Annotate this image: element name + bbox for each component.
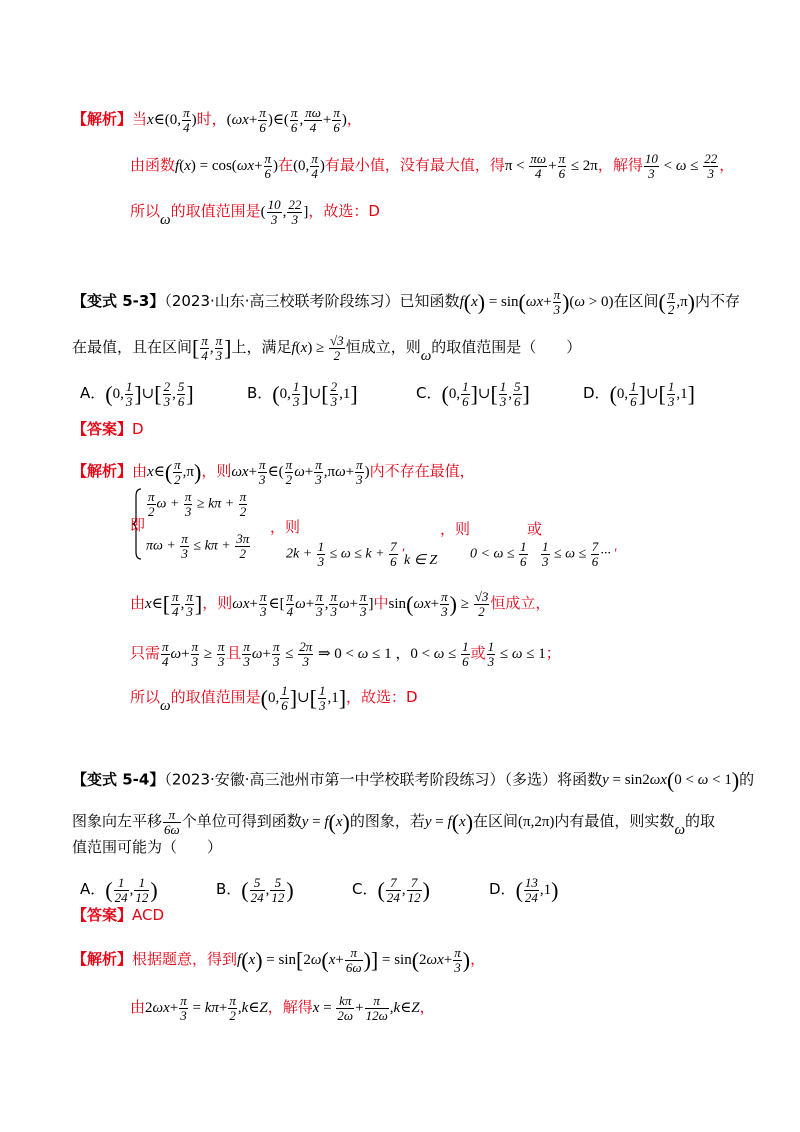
math-omega: ω xyxy=(420,347,432,364)
text-segment: ，则 xyxy=(201,461,232,480)
text-segment: C． xyxy=(416,383,442,402)
q54-solution-1: 【解析】根据题意，得到f(x) = sin[2ω(x+ $\frac{\pi}{6\omega}$ )] = sin(2ωx+ $\frac{\pi}{3}$ )， xyxy=(72,945,486,975)
text-segment: A． xyxy=(80,383,106,402)
text-segment: 只需 xyxy=(130,643,161,662)
math-segment: x = $\frac{k\pi}{2\omega}$ + $\frac{\pi}{12\omega}$ ,k∈Z xyxy=(312,993,420,1023)
math-segment: (0, $\frac{1}{6}$ ]∪[ $\frac{1}{3}$ ,1] xyxy=(260,683,347,713)
text-segment: ，故选：D xyxy=(346,687,418,706)
system-ineq-1: $\frac{\pi}{2}$ ω + $\frac{\pi}{3}$ ≥ kπ + $\frac{\pi}{2}$ xyxy=(148,489,247,519)
math-omega: ω xyxy=(160,697,171,714)
text-segment: ，则 xyxy=(270,518,301,536)
math-segment: $\frac{\pi}{6\omega}$ xyxy=(164,807,180,837)
math-segment: (π,2π) xyxy=(518,813,555,830)
text-segment: 在区间 xyxy=(473,811,519,830)
text-segment: ，解得 xyxy=(597,155,643,174)
answer-tag: 【答案】 xyxy=(72,906,133,924)
text-segment: 在最值，且在区间 xyxy=(72,337,193,356)
math-segment: f(x) = sin[2ω(x+ $\frac{\pi}{6\omega}$ )] = sin(2ωx+ $\frac{\pi}{3}$ ) xyxy=(237,945,471,975)
text-segment: 根据题意，得到 xyxy=(132,949,238,968)
text-segment: 内不存 xyxy=(695,291,741,310)
math-answer-interval: ( $\frac{10}{3}$ , $\frac{22}{3}$ ] xyxy=(260,197,309,227)
q54-option-b xyxy=(216,876,294,905)
text-segment: 内有最值，则实数 xyxy=(554,811,675,830)
text-segment: 所以 xyxy=(130,687,161,706)
analysis-tag: 【解析】 xyxy=(72,109,133,128)
math-omega-range: $\frac{10}{3}$ < ω ≤ $\frac{22}{3}$ xyxy=(644,151,718,181)
text-segment: （多选） xyxy=(504,770,558,789)
text-segment: 或 xyxy=(527,520,543,538)
text-segment: 时， xyxy=(196,109,227,128)
text-segment: 中 xyxy=(373,593,389,612)
text-segment: 由 xyxy=(132,461,148,480)
answer-tag: 【答案】 xyxy=(72,420,133,438)
problem-label: 【变式 5-4】 xyxy=(72,770,165,789)
math-option-c: (0, $\frac{1}{6}$ ]∪[ $\frac{1}{3}$ , $\frac{5}{6}$ ] xyxy=(441,379,530,409)
text-segment: 的取值范围是 xyxy=(170,687,261,706)
math-segment: y = f(x) xyxy=(301,809,350,835)
text-segment: 即 xyxy=(130,516,146,534)
text-segment: B． xyxy=(247,383,273,402)
answer-value: D xyxy=(132,420,144,438)
text-segment: 有最小值，没有最大值，得 xyxy=(324,155,505,174)
problem-source: （2023·安徽·高三池州市第一中学校联考阶段练习） xyxy=(164,770,505,789)
text-segment: 的取值范围是（ ） xyxy=(431,337,582,356)
problem-label: 【变式 5-3】 xyxy=(72,291,165,310)
text-segment: D． xyxy=(489,879,516,898)
math-interval-pi2-pi: ( $\frac{\pi}{2}$ ,π) xyxy=(658,287,695,317)
q54-line-3 xyxy=(72,840,222,855)
q54-answer xyxy=(72,908,164,923)
math-option-a: ( $\frac{1}{24}$ , $\frac{1}{12}$ ) xyxy=(105,875,158,905)
q54-line-2 xyxy=(72,808,715,837)
q54-line-1 xyxy=(72,770,754,792)
math-option-b: (0, $\frac{1}{3}$ ]∪[ $\frac{2}{3}$ ,1] xyxy=(272,379,358,409)
text-segment: 将函数 xyxy=(557,770,603,789)
text-segment: 值范围可能为（ ） xyxy=(72,838,223,856)
q54-solution-2: 由2ωx+ $\frac{\pi}{3}$ = kπ+ $\frac{\pi}{2}$ ,k∈Z，解得x = $\frac{k\pi}{2\omega}$ + $\frac{\pi}{12\omega}$ ,k∈Z， xyxy=(130,993,435,1023)
text-segment: ，则 xyxy=(202,593,233,612)
math-segment: $\frac{1}{3}$ ≤ ω ≤ 1 xyxy=(487,639,546,669)
text-segment: 个单位可得到函数 xyxy=(181,811,302,830)
math-interval: (0, $\frac{\pi}{4}$ ) xyxy=(293,151,325,181)
prev-solution-line-1: 【解析】当x∈(0, $\frac{\pi}{4}$ )时，(ωx+ $\frac{\pi}{6}$ )∈( $\frac{\pi}{6}$ , $\frac{\pi\omega}{4}$ + $\frac{\pi}{6}$ )， xyxy=(72,105,362,135)
math-option-d: (0, $\frac{1}{6}$ ]∪[ $\frac{1}{3}$ ,1] xyxy=(609,379,695,409)
math-omega: ω xyxy=(160,211,171,228)
math-ineq: π < $\frac{\pi\omega}{4}$ + $\frac{\pi}{6}$ ≤ 2π xyxy=(504,151,598,181)
text-segment: 或 xyxy=(470,643,486,662)
text-segment: 已知函数 xyxy=(399,291,460,310)
math-segment: ωx+ $\frac{\pi}{3}$ ∈[ $\frac{\pi}{4}$ ω+ $\frac{\pi}{3}$ , $\frac{\pi}{3}$ ω+ $\frac{\pi}{3}$ ] xyxy=(232,589,374,619)
text-segment: 当 xyxy=(132,109,148,128)
math-condition: f(x) ≥ $\frac{√3}{2}$ xyxy=(291,333,344,363)
q54-option-c xyxy=(352,876,430,905)
text-segment: D． xyxy=(583,383,610,402)
analysis-tag: 【解析】 xyxy=(72,949,133,968)
text-segment: 内不存在最值， xyxy=(369,461,475,480)
math-segment: y = f(x) xyxy=(424,809,474,835)
text-segment: 恒成立， xyxy=(490,593,551,612)
math-k-in-z: k ∈ Z xyxy=(404,553,438,568)
math-segment: $\frac{\pi}{4}$ ω+ $\frac{\pi}{3}$ ≥ $\frac{\pi}{3}$ xyxy=(162,639,225,669)
math-option-c: ( $\frac{7}{24}$ , $\frac{7}{12}$ ) xyxy=(377,875,430,905)
q54-option-a xyxy=(80,876,158,905)
prev-solution-line-2: 由函数f(x) = cos(ωx+ $\frac{\pi}{6}$ )在(0, $\frac{\pi}{4}$ )有最小值，没有最大值，得π < $\frac{\pi\omega}{4}$ + $\frac{\pi}{6}$ ≤ 2π，解得 $\frac{10}{3}$ < ω ≤ $\frac{22}{3}$ ， xyxy=(130,151,735,181)
answer-value: ACD xyxy=(132,906,165,924)
text-segment: 的 xyxy=(739,770,755,789)
q54-option-d xyxy=(489,876,558,905)
text-segment: 所以 xyxy=(130,201,161,220)
math-phase-range: (ωx+ $\frac{\pi}{6}$ )∈( $\frac{\pi}{6}$ , $\frac{\pi\omega}{4}$ + $\frac{\pi}{6}$ ) xyxy=(226,105,347,135)
text-segment: 的取 xyxy=(685,811,716,830)
math-segment: x∈( $\frac{\pi}{2}$ ,π) xyxy=(147,457,202,487)
math-fx-sin: f(x) = sin(ωx+ $\frac{\pi}{3}$ )(ω > 0) xyxy=(459,287,614,317)
math-segment: $\frac{\pi}{3}$ ω+ $\frac{\pi}{3}$ ≤ $\frac{2\pi}{3}$ ⇒ 0 < ω ≤ 1 ，0 < ω ≤ $\frac{1}{6}$ xyxy=(243,639,469,669)
q53-solution-4: 只需 $\frac{\pi}{4}$ ω+ $\frac{\pi}{3}$ ≥ $\frac{\pi}{3}$ 且 $\frac{\pi}{3}$ ω+ $\frac{\pi}{3}$ ≤ $\frac{2\pi}{3}$ ⇒ 0 < ω ≤ 1 ，0 < ω ≤ $\frac{1}{6}$ 或 $\frac{1}{3}$ ≤ ω ≤ 1； xyxy=(130,639,561,669)
math-option-a: (0, $\frac{1}{3}$ ]∪[ $\frac{2}{3}$ , $\frac{5}{6}$ ] xyxy=(105,379,194,409)
text-segment: ，则 xyxy=(440,520,471,538)
math-x-range: x∈(0, $\frac{\pi}{4}$ ) xyxy=(147,105,197,135)
text-segment: 恒成立，则 xyxy=(345,337,421,356)
text-segment: 的图象，若 xyxy=(349,811,425,830)
text-segment: 图象向左平移 xyxy=(72,811,163,830)
text-segment: 且 xyxy=(226,643,242,662)
math-fx-cos: f(x) = cos(ωx+ $\frac{\pi}{6}$ ) xyxy=(175,151,279,181)
text-segment: ，故选：D xyxy=(308,201,380,220)
text-segment: 在区间 xyxy=(613,291,659,310)
problem-source: （2023·山东·高三校联考阶段练习） xyxy=(164,291,400,310)
text-segment: 上，满足 xyxy=(231,337,292,356)
text-segment: A． xyxy=(80,879,106,898)
text-segment: 的取值范围是 xyxy=(170,201,261,220)
math-omega-range-2: $\frac{1}{3}$ ≤ ω ≤ $\frac{7}{6}$ ··· ′ xyxy=(542,539,618,569)
text-segment: 由函数 xyxy=(130,155,176,174)
text-segment: 由 xyxy=(130,593,146,612)
text-segment: 在 xyxy=(278,155,294,174)
text-segment: 由 xyxy=(130,997,146,1016)
math-omega: ω xyxy=(674,821,686,838)
analysis-tag: 【解析】 xyxy=(72,461,133,480)
text-segment: ，解得 xyxy=(267,997,313,1016)
math-segment: ωx+ $\frac{\pi}{3}$ ∈( $\frac{\pi}{2}$ ω+ $\frac{\pi}{3}$ ,πω+ $\frac{\pi}{3}$ ) xyxy=(231,457,370,487)
math-option-d: ( $\frac{13}{24}$ ,1) xyxy=(515,875,559,905)
math-segment: y = sin2ωx(0 < ω < 1) xyxy=(602,768,740,793)
math-segment: x∈[ $\frac{\pi}{4}$ , $\frac{\pi}{3}$ ] xyxy=(145,589,203,619)
math-segment: sin(ωx+ $\frac{\pi}{3}$ ) ≥ $\frac{√3}{2}$ xyxy=(388,589,489,619)
math-option-b: ( $\frac{5}{24}$ , $\frac{5}{12}$ ) xyxy=(241,875,294,905)
system-ineq-2: πω + $\frac{\pi}{3}$ ≤ kπ + $\frac{3\pi}{2}$ xyxy=(146,531,250,561)
text-segment: B． xyxy=(216,879,242,898)
math-omega-range-1: 0 < ω ≤ $\frac{1}{6}$ xyxy=(470,539,527,569)
math-interval-pi4-pi3: [ $\frac{\pi}{4}$ , $\frac{\pi}{3}$ ] xyxy=(192,333,232,363)
math-segment: 2ωx+ $\frac{\pi}{3}$ = kπ+ $\frac{\pi}{2}$ ,k∈Z xyxy=(145,993,268,1023)
math-k-range: 2k + $\frac{1}{3}$ ≤ ω ≤ k + $\frac{7}{6}$ ′ xyxy=(286,539,406,569)
text-segment: C． xyxy=(352,879,378,898)
